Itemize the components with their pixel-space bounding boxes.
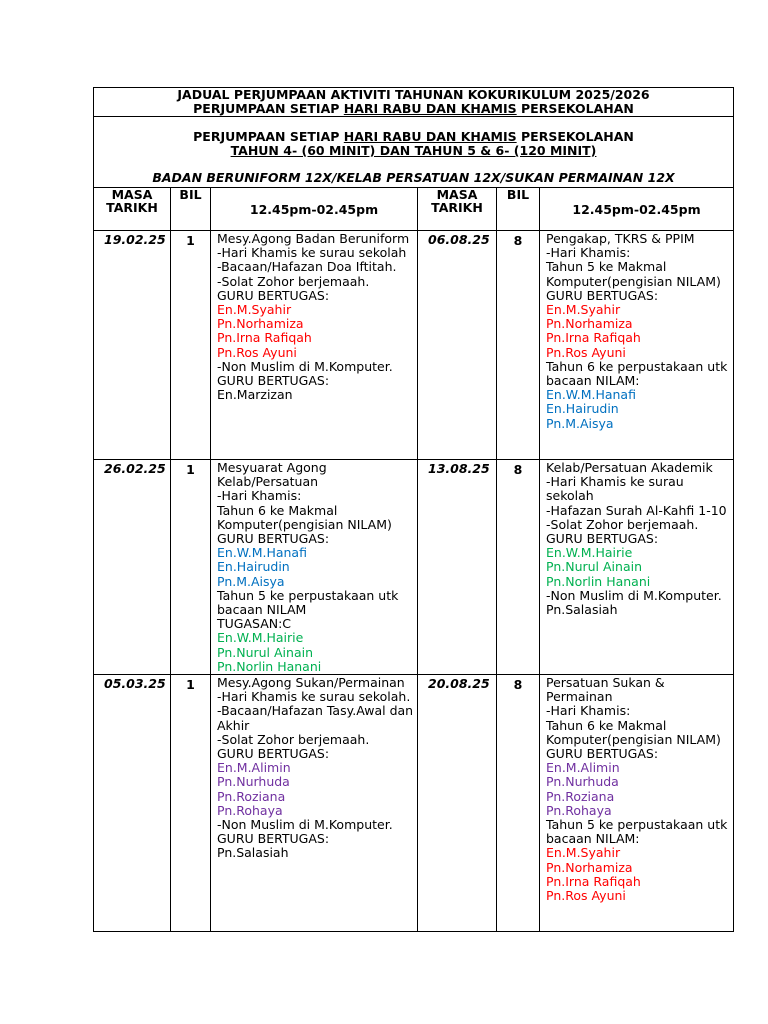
teacher-name: En.M.Syahir xyxy=(546,845,621,861)
teacher-name: En.W.M.Hairie xyxy=(217,630,304,646)
activity-cell xyxy=(540,231,734,460)
activity-line: -Hari Khamis: xyxy=(546,703,631,719)
activity-line: -Bacaan/Hafazan Tasy.Awal dan Akhir xyxy=(217,703,418,733)
teacher-name: Pn.M.Aisya xyxy=(217,573,285,589)
title-line-2-post: PERSEKOLAHAN xyxy=(516,101,634,116)
subheader-line-2: TAHUN 4- (60 MINIT) DAN TAHUN 5 & 6- (120 MINIT) xyxy=(230,143,597,158)
teacher-name: Pn.Ros Ayuni xyxy=(546,344,626,360)
teacher-name: Pn.Norhamiza xyxy=(546,316,633,332)
subheader-line-1-pre: PERJUMPAAN SETIAP xyxy=(193,129,344,144)
activity-line: GURU BERTUGAS: xyxy=(217,746,330,762)
activity-line: TUGASAN:C xyxy=(217,616,292,632)
teacher-name: Pn.Nurul Ainain xyxy=(217,644,313,660)
title-line-2 xyxy=(94,102,733,116)
teacher-name: Pn.Norlin Hanani xyxy=(546,573,651,589)
teacher-name: Pn.Norlin Hanani xyxy=(217,658,322,674)
subheader-line-3: BADAN BERUNIFORM 12X/KELAB PERSATUAN 12X/SUKAN PERMAINAN 12X xyxy=(152,170,675,185)
date-cell: 06.08.25 xyxy=(418,231,497,460)
subheader-line-1-post: PERSEKOLAHAN xyxy=(516,129,634,144)
activity-line: Tahun 5 ke perpustakaan utk bacaan NILAM: xyxy=(546,817,732,847)
teacher-name: Pn.Nurul Ainain xyxy=(546,559,642,575)
teacher-name: En.M.Alimin xyxy=(217,760,291,776)
activity-cell xyxy=(540,675,734,932)
activity-cell xyxy=(211,675,418,932)
date-cell: 26.02.25 xyxy=(94,460,171,675)
activity-line: -Non Muslim di M.Komputer. xyxy=(217,817,393,833)
activity-line: Pn.Salasiah xyxy=(217,845,289,861)
teacher-name: En.W.M.Hanafi xyxy=(546,387,636,403)
title-line-2-underlined: HARI RABU DAN KHAMIS xyxy=(343,101,517,116)
title-line-2-pre: PERJUMPAAN SETIAP xyxy=(193,101,344,116)
activity-line: -Non Muslim di M.Komputer. xyxy=(217,358,393,374)
activity-line: Pengakap, TKRS & PPIM xyxy=(546,231,695,246)
teacher-name: En.M.Syahir xyxy=(546,302,621,318)
teacher-name: Pn.Irna Rafiqah xyxy=(546,330,641,346)
col-header-time: 12.45pm-02.45pm xyxy=(211,188,418,231)
date-cell: 13.08.25 xyxy=(418,460,497,675)
activity-cell xyxy=(540,460,734,675)
teacher-name: Pn.M.Aisya xyxy=(546,415,614,431)
activity-line: -Hafazan Surah Al-Kahfi 1-10 xyxy=(546,502,727,518)
title-cell xyxy=(94,88,734,117)
table-row xyxy=(94,675,734,932)
teacher-name: Pn.Rohaya xyxy=(546,802,612,818)
col-header-masa-2: MASA xyxy=(436,187,478,202)
activity-line: -Solat Zohor berjemaah. xyxy=(546,516,699,532)
activity-line: Tahun 6 ke Makmal Komputer(pengisian NILAM) xyxy=(217,502,392,532)
teacher-name: Pn.Norhamiza xyxy=(217,316,304,332)
activity-line: -Bacaan/Hafazan Doa Iftitah. xyxy=(217,259,397,275)
activity-line: Mesy.Agong Badan Beruniform xyxy=(217,231,410,246)
teacher-name: Pn.Irna Rafiqah xyxy=(546,873,641,889)
activity-line: Tahun 5 ke Makmal Komputer(pengisian NILAM) xyxy=(546,259,721,289)
teacher-name: En.Hairudin xyxy=(546,401,619,417)
activity-line: -Hari Khamis ke surau sekolah xyxy=(217,245,407,261)
col-header-tarikh: TARIKH xyxy=(106,200,158,215)
bil-cell: 8 xyxy=(497,675,540,932)
activity-line: GURU BERTUGAS: xyxy=(217,531,330,547)
activity-line: -Solat Zohor berjemaah. xyxy=(217,731,370,747)
activity-line: GURU BERTUGAS: xyxy=(217,287,330,303)
teacher-name: En.W.M.Hanafi xyxy=(217,545,307,561)
bil-cell: 1 xyxy=(171,231,211,460)
activity-line: GURU BERTUGAS: xyxy=(546,746,659,762)
activity-line: GURU BERTUGAS: xyxy=(217,373,330,389)
activity-line: -Solat Zohor berjemaah. xyxy=(217,273,370,289)
col-header-time-2: 12.45pm-02.45pm xyxy=(540,188,734,231)
activity-cell xyxy=(211,231,418,460)
date-cell: 20.08.25 xyxy=(418,675,497,932)
bil-cell: 8 xyxy=(497,231,540,460)
activity-line: Tahun 6 ke Makmal Komputer(pengisian NILAM) xyxy=(546,717,721,747)
schedule-table xyxy=(93,87,734,932)
teacher-name: Pn.Ros Ayuni xyxy=(546,888,626,904)
activity-line: GURU BERTUGAS: xyxy=(546,287,659,303)
col-header-bil-2: BIL xyxy=(497,188,540,231)
bil-cell: 1 xyxy=(171,460,211,675)
activity-line: Pn.Salasiah xyxy=(546,602,618,618)
title-line-1: JADUAL PERJUMPAAN AKTIVITI TAHUNAN KOKURIKULUM 2025/2026 xyxy=(177,87,650,102)
activity-line: -Hari Khamis: xyxy=(546,245,631,261)
subheader-line-1 xyxy=(94,130,733,144)
teacher-name: Pn.Roziana xyxy=(546,788,615,804)
teacher-name: En.M.Syahir xyxy=(217,302,292,318)
teacher-name: En.W.M.Hairie xyxy=(546,545,633,561)
col-header-masa-tarikh xyxy=(94,188,171,231)
teacher-name: Pn.Ros Ayuni xyxy=(217,344,297,360)
activity-line: -Hari Khamis ke surau sekolah xyxy=(546,474,688,504)
table-row xyxy=(94,231,734,460)
activity-line: Tahun 5 ke perpustakaan utk bacaan NILAM xyxy=(217,587,403,618)
subheader-line-1-underlined: HARI RABU DAN KHAMIS xyxy=(343,129,517,144)
activity-line: Mesyuarat Agong Kelab/Persatuan xyxy=(217,460,331,490)
column-header-row xyxy=(94,188,734,231)
activity-line: Tahun 6 ke perpustakaan utk bacaan NILAM: xyxy=(546,358,732,389)
teacher-name: Pn.Roziana xyxy=(217,788,286,804)
activity-line: -Hari Khamis: xyxy=(217,488,302,504)
activity-line: Persatuan Sukan & Permainan xyxy=(546,675,669,705)
activity-line: En.Marzizan xyxy=(217,387,293,403)
activity-cell xyxy=(211,460,418,675)
activity-line: Kelab/Persatuan Akademik xyxy=(546,460,713,475)
teacher-name: En.M.Alimin xyxy=(546,760,620,776)
teacher-name: Pn.Irna Rafiqah xyxy=(217,330,312,346)
teacher-name: Pn.Norhamiza xyxy=(546,859,633,875)
activity-line: -Non Muslim di M.Komputer. xyxy=(546,587,722,603)
teacher-name: Pn.Rohaya xyxy=(217,802,283,818)
bil-cell: 1 xyxy=(171,675,211,932)
table-row xyxy=(94,460,734,675)
col-header-bil: BIL xyxy=(171,188,211,231)
activity-line: GURU BERTUGAS: xyxy=(546,531,659,547)
teacher-name: En.Hairudin xyxy=(217,559,290,575)
activity-line: -Hari Khamis ke surau sekolah. xyxy=(217,689,411,705)
date-cell: 05.03.25 xyxy=(94,675,171,932)
teacher-name: Pn.Nurhuda xyxy=(546,774,619,790)
activity-line: Mesy.Agong Sukan/Permainan xyxy=(217,675,405,691)
bil-cell: 8 xyxy=(497,460,540,675)
teacher-name: Pn.Nurhuda xyxy=(217,774,290,790)
col-header-masa-tarikh-2 xyxy=(418,188,497,231)
col-header-tarikh-2: TARIKH xyxy=(431,200,483,215)
subheader-cell xyxy=(94,117,734,188)
date-cell: 19.02.25 xyxy=(94,231,171,460)
col-header-masa: MASA xyxy=(111,187,153,202)
activity-line: GURU BERTUGAS: xyxy=(217,831,330,847)
